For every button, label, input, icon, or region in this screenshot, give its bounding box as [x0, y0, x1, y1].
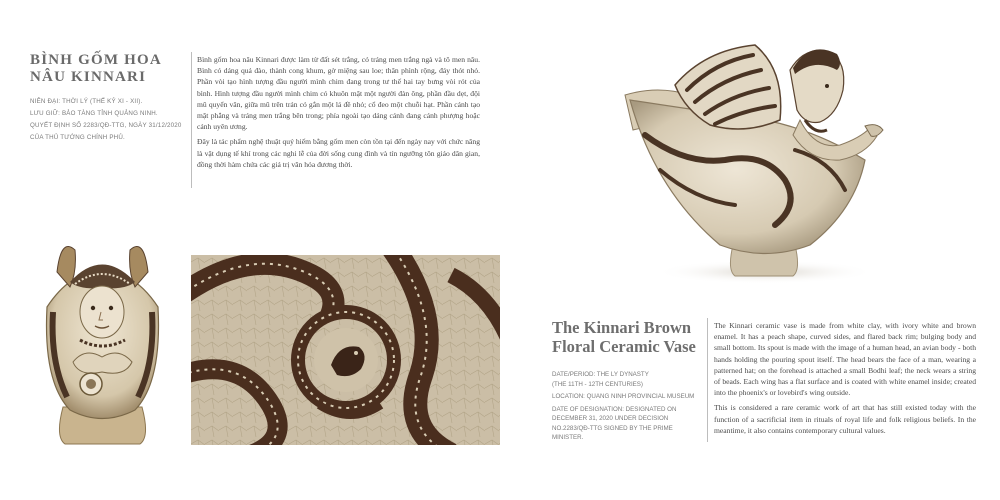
- vietnamese-meta-line: NIÊN ĐẠI: THỜI LÝ (THẾ KỶ XI - XII).: [30, 98, 143, 105]
- vietnamese-meta-line: QUYẾT ĐỊNH SỐ 2283/QĐ-TTG, NGÀY 31/12/2020: [30, 122, 182, 129]
- vietnamese-paragraph: Đây là tác phẩm nghệ thuật quý hiếm bằng gốm men còn tồn tại đến ngày nay với chức năng là vật dụng tế khí trong các nghi lễ của đời sống cung đình và tín ngưỡng tôn giáo dân gian, đồng thời hàm chứa các giá trị văn hóa đương thời.: [197, 137, 480, 169]
- kinnari-vase-side-photo: [615, 40, 915, 290]
- english-meta-line: DECEMBER 31, 2020 UNDER DECISION: [552, 415, 669, 422]
- english-meta-period: [552, 370, 702, 389]
- english-title: The Kinnari Brown Floral Ceramic Vase: [552, 318, 696, 356]
- english-meta-line: DATE OF DESIGNATION: DESIGNATED ON: [552, 405, 677, 413]
- english-meta-designation: [552, 405, 702, 443]
- vietnamese-paragraph: Bình gốm hoa nâu Kinnari được làm từ đất sét trắng, có tráng men trắng ngà và tô men nâu. Bình có dáng quả đào, thành cong khum, gờ miệng sau loe; thân phình rộng, đáy thót nhỏ. Phần vòi tạo hình tượng đầu người mình chim đang trong tư thế hai tay bưng vòi rót của bình. Hình tượng đầu người mình chim có khuôn mặt một người đàn ông, phần đầu dẹt, đội mũ quyển vân, giữa mũ trên trán có gắn một lá đề nhỏ; cổ đeo một chuỗi hạt. Phần cánh tạo mặt phẳng và tráng men trắng bên trong; phía ngoài tạo dáng cánh đang cánh phượng hoặc cánh uyên ương.: [197, 55, 480, 132]
- vietnamese-description: [197, 54, 480, 170]
- english-meta-line: DATE/PERIOD: THE LY DYNASTY: [552, 371, 649, 378]
- vietnamese-title: BÌNH GỐM HOA NÂU KINNARI: [30, 52, 162, 85]
- english-meta-line: (THE 11TH - 12TH CENTURIES): [552, 380, 643, 388]
- english-meta-line: LOCATION: QUANG NINH PROVINCIAL MUSEUM: [552, 393, 695, 400]
- english-paragraph: This is considered a rare ceramic work of art that has still existed today with the function of a sacrificial item in rituals of royal life and folk religious beliefs. In the meantime, it also contains contemporary cultural values.: [714, 403, 976, 435]
- vietnamese-divider: [191, 52, 192, 188]
- vase-glaze-detail-photo: [191, 255, 500, 445]
- vietnamese-meta-line: LƯU GIỮ: BẢO TÀNG TỈNH QUẢNG NINH.: [30, 110, 158, 117]
- english-description: [714, 320, 976, 436]
- english-meta-line: NO.2283/QĐ-TTG SIGNED BY THE PRIME: [552, 424, 673, 432]
- english-meta-line: MINISTER.: [552, 434, 584, 441]
- english-metadata: [552, 370, 702, 446]
- vietnamese-meta-line: CỦA THỦ TƯỚNG CHÍNH PHỦ.: [30, 134, 125, 141]
- english-paragraph: The Kinnari ceramic vase is made from white clay, with ivory white and brown enamel. It has a peach shape, curved sides, and flared back rim; bulging body and small bottom. Its spout is made with the image of a human head, an avian body - both hands holding the pouring spout itself. The head bears the face of a man, wearing a patterned hat; on the forehead is attached a small Bodhi leaf; the neck wears a string of beads. Each wing has a flat surface and is coated with white enamel inside; created into the phoenix's or lovebird's wing outside.: [714, 321, 976, 398]
- kinnari-vase-front-photo: [35, 232, 170, 447]
- english-meta-location: [552, 392, 702, 402]
- vietnamese-metadata: [30, 96, 185, 144]
- english-divider: [707, 318, 708, 442]
